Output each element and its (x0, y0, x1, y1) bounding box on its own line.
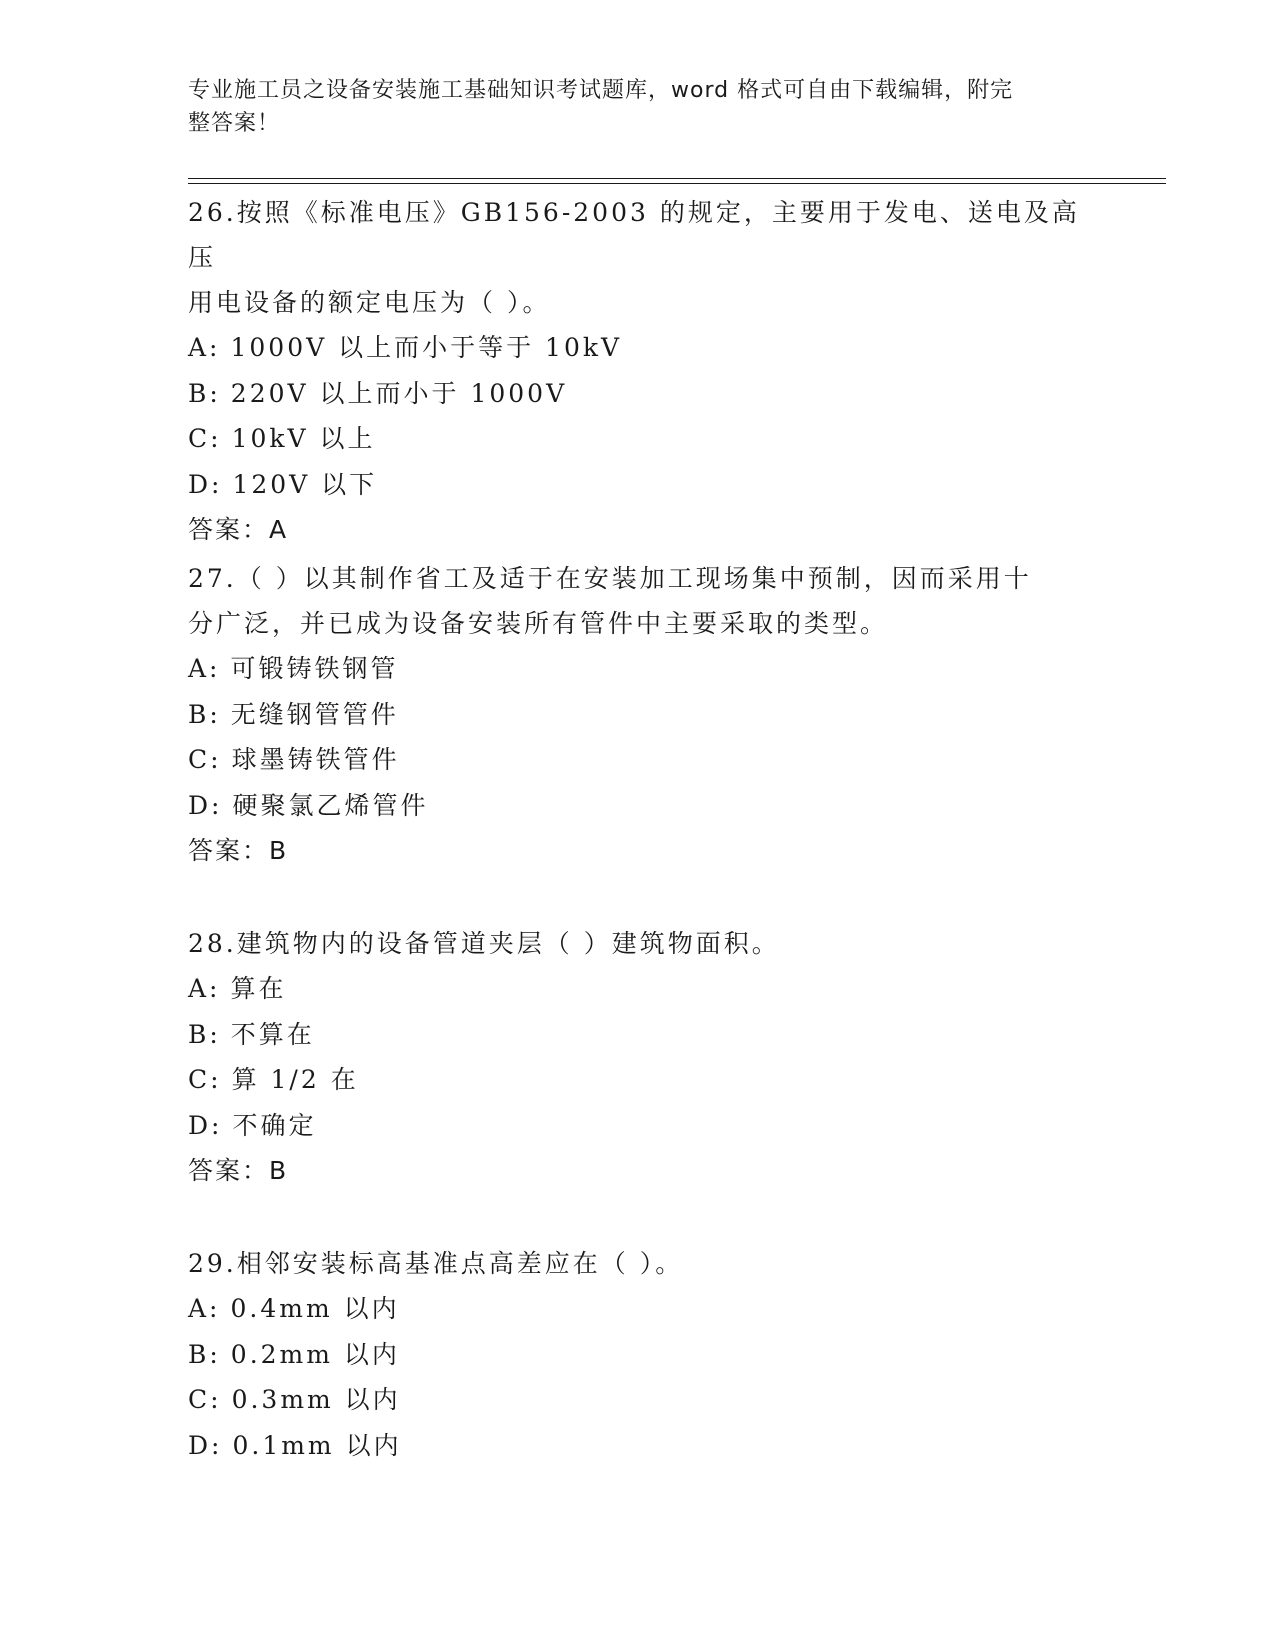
option-key: D: (188, 1430, 223, 1460)
option-b (188, 692, 1088, 738)
option-c (188, 1377, 1088, 1423)
option-text: 无缝钢管管件 (230, 699, 399, 729)
option-d (188, 1423, 1088, 1469)
option-b (188, 1332, 1088, 1378)
answer-label: 答案：A (188, 515, 289, 544)
option-text: 不算在 (230, 1019, 315, 1049)
option-key: B: (188, 699, 221, 729)
option-text: 0.4mm 以内 (230, 1294, 400, 1323)
option-text: 0.1mm 以内 (232, 1430, 402, 1460)
option-key: A: (188, 1294, 221, 1323)
question-text-line-1: 28.建筑物内的设备管道夹层（ ）建筑物面积。 (188, 929, 780, 958)
header-line-2: 整答案！ (188, 111, 281, 136)
option-text: 球墨铸铁管件 (231, 745, 400, 774)
question-text (188, 1241, 1088, 1286)
question-text-line-1: 27.（ ）以其制作省工及适于在安装加工现场集中预制，因而采用十 (188, 564, 1032, 593)
option-b (188, 371, 1088, 417)
option-key: C: (188, 745, 222, 774)
option-key: D: (188, 1110, 223, 1140)
option-b (188, 1012, 1088, 1058)
option-text: 1000V 以上而小于等于 10kV (230, 333, 623, 362)
option-text: 硬聚氯乙烯管件 (232, 790, 429, 820)
option-a (188, 646, 1088, 692)
option-text: 120V 以下 (232, 469, 378, 499)
option-key: B: (188, 378, 221, 408)
question-text (188, 556, 1088, 646)
option-key: B: (188, 1339, 221, 1369)
option-text: 220V 以上而小于 1000V (230, 378, 568, 408)
question-text-line-2: 分广泛，并已成为设备安装所有管件中主要采取的类型。 (188, 609, 889, 638)
question-text-line-2: 用电设备的额定电压为（ ）。 (188, 288, 551, 317)
option-text: 可锻铸铁钢管 (230, 654, 399, 683)
header-divider-top (188, 178, 1166, 179)
option-key: C: (188, 1065, 222, 1094)
question-text-line-1: 26.按照《标准电压》GB156-2003 的规定，主要用于发电、送电及高压 (188, 198, 1080, 272)
option-c (188, 737, 1088, 783)
answer-label: 答案：B (188, 1156, 289, 1185)
option-a (188, 325, 1088, 371)
question-text (188, 921, 1088, 966)
option-d (188, 1103, 1088, 1149)
question-text-line-1: 29.相邻安装标高基准点高差应在（ ）。 (188, 1249, 684, 1278)
option-key: A: (188, 333, 221, 362)
question-27 (188, 556, 1088, 874)
option-a (188, 966, 1088, 1012)
header-divider-bottom (188, 183, 1166, 184)
option-key: C: (188, 1385, 222, 1414)
option-key: D: (188, 469, 223, 499)
question-text (188, 190, 1088, 325)
option-c (188, 1057, 1088, 1103)
option-d (188, 462, 1088, 508)
option-key: B: (188, 1019, 221, 1049)
answer-label: 答案：B (188, 836, 289, 865)
option-text: 算 1/2 在 (231, 1065, 359, 1094)
option-key: A: (188, 654, 221, 683)
question-26 (188, 190, 1088, 553)
document-header (188, 74, 1088, 140)
header-line-1: 专业施工员之设备安装施工基础知识考试题库，word 格式可自由下载编辑，附完 (188, 78, 1014, 103)
option-key: C: (188, 424, 222, 453)
option-key: D: (188, 790, 223, 820)
option-c (188, 416, 1088, 462)
question-29 (188, 1241, 1088, 1468)
option-key: A: (188, 974, 221, 1003)
option-d (188, 783, 1088, 829)
option-text: 0.3mm 以内 (231, 1385, 401, 1414)
option-text: 0.2mm 以内 (230, 1339, 400, 1369)
option-a (188, 1286, 1088, 1332)
option-text: 不确定 (232, 1110, 317, 1140)
option-text: 10kV 以上 (231, 424, 376, 453)
option-text: 算在 (230, 974, 287, 1003)
question-28 (188, 921, 1088, 1194)
